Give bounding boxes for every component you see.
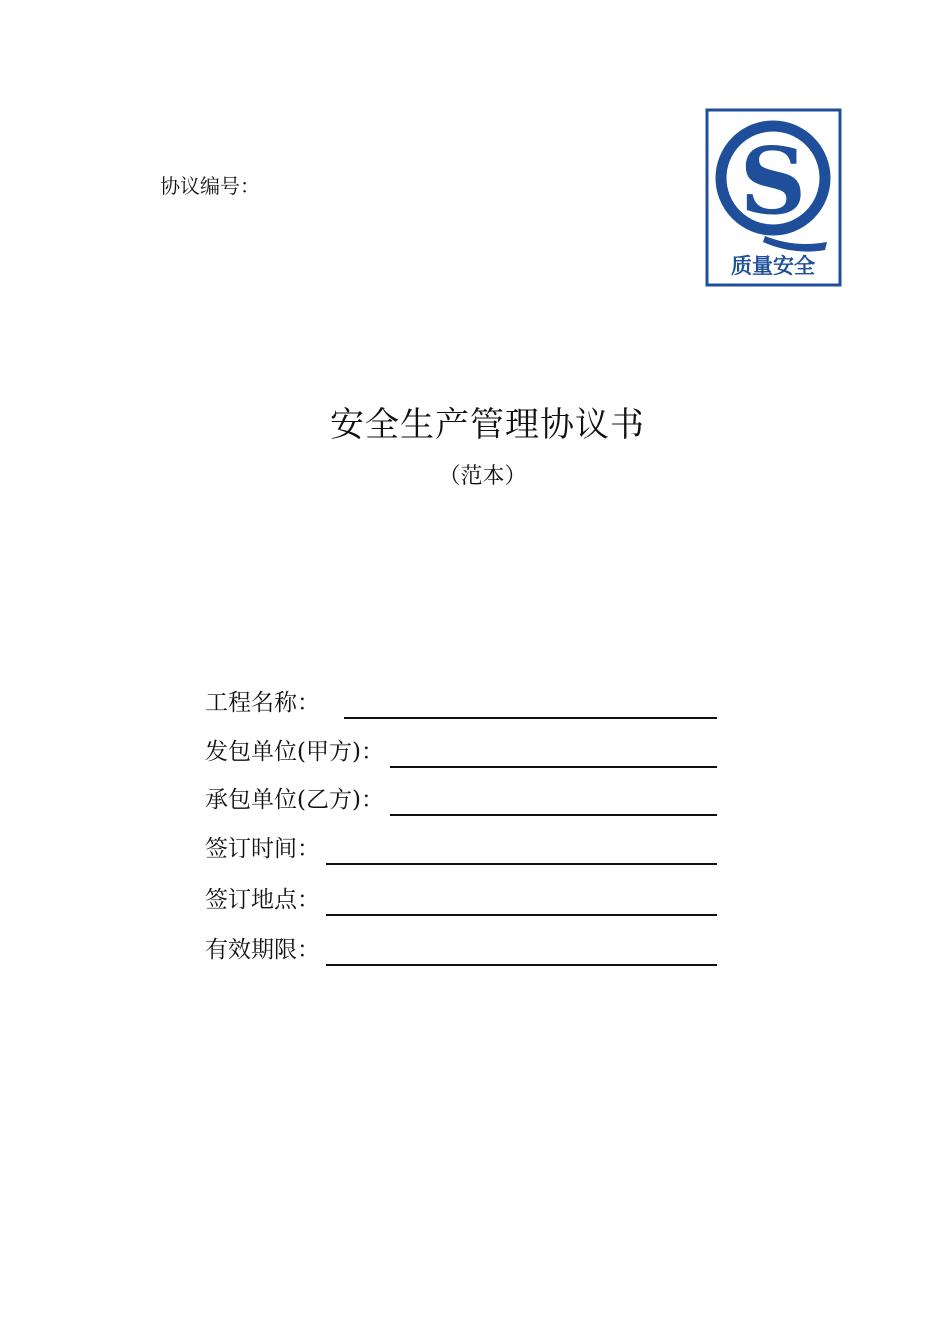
validity-period-input-line[interactable] bbox=[326, 944, 717, 966]
document-subtitle: （范本） bbox=[438, 464, 527, 489]
field-employer bbox=[205, 738, 717, 766]
project-name-input-line[interactable] bbox=[344, 697, 717, 719]
field-signing-time bbox=[205, 835, 717, 863]
field-label: 签订地点： bbox=[205, 887, 320, 913]
field-validity-period bbox=[205, 936, 717, 964]
field-label: 签订时间： bbox=[205, 836, 320, 862]
field-label: 发包单位(甲方)： bbox=[205, 739, 384, 765]
field-signing-place bbox=[205, 886, 717, 914]
signing-place-input-line[interactable] bbox=[326, 894, 717, 916]
quality-safety-logo-icon bbox=[705, 108, 842, 287]
signing-time-input-line[interactable] bbox=[326, 843, 717, 865]
field-label: 承包单位(乙方)： bbox=[205, 787, 384, 813]
logo-caption: 质量安全 bbox=[731, 254, 815, 278]
contractor-input-line[interactable] bbox=[390, 794, 717, 816]
field-project-name bbox=[205, 689, 717, 717]
field-contractor bbox=[205, 786, 717, 814]
agreement-number-label: 协议编号： bbox=[160, 174, 260, 198]
employer-input-line[interactable] bbox=[390, 746, 717, 768]
field-label: 有效期限： bbox=[205, 937, 320, 963]
field-label: 工程名称： bbox=[205, 690, 320, 716]
s-letter: S bbox=[739, 127, 807, 235]
document-title: 安全生产管理协议书 bbox=[330, 405, 645, 445]
